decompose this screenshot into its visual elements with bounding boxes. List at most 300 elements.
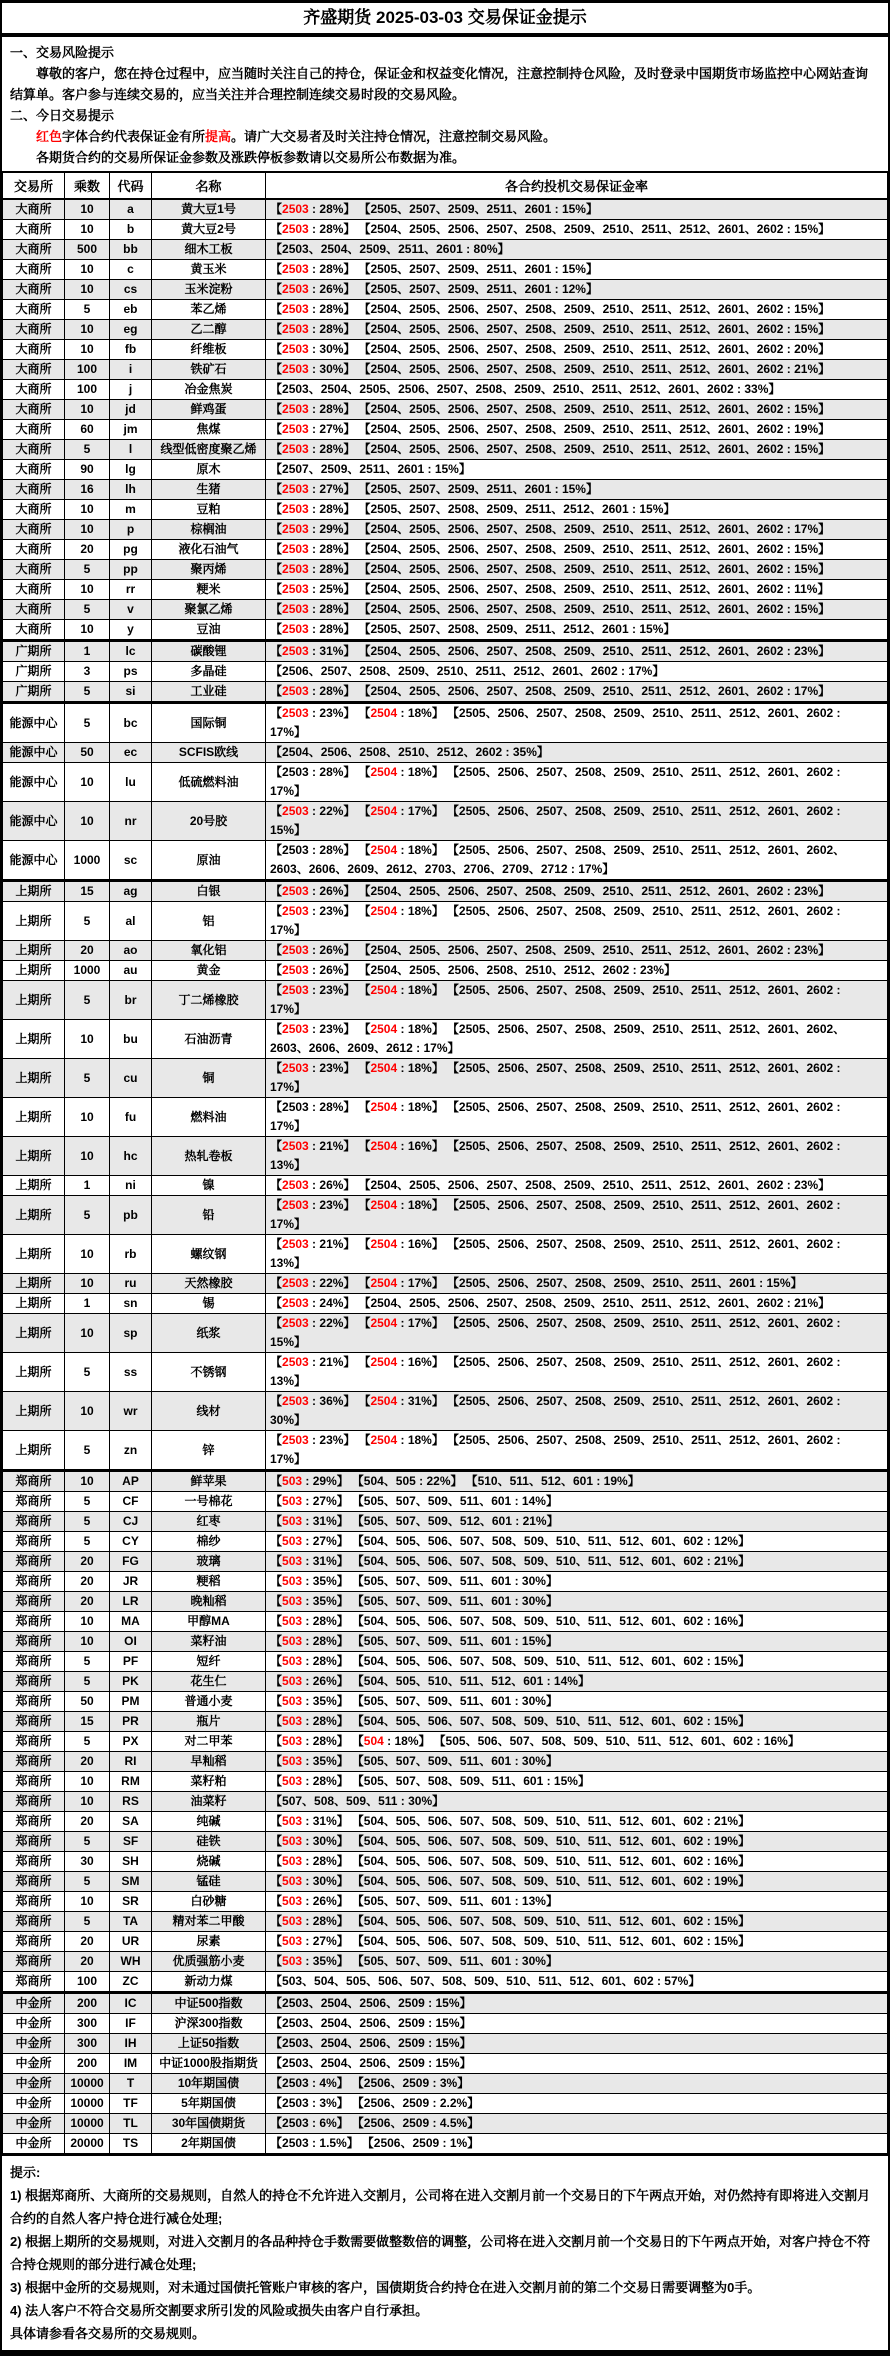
table-row bbox=[3, 320, 888, 340]
table-row bbox=[3, 961, 888, 981]
contract-list: 2503 bbox=[282, 1198, 309, 1212]
exchange-cell: 大商所 bbox=[3, 380, 65, 400]
name-cell: 白银 bbox=[152, 881, 266, 902]
table-row bbox=[3, 600, 888, 620]
highlight-mid-text: 字体合约代表保证金有所 bbox=[62, 129, 206, 144]
margin-groups-cell bbox=[266, 280, 888, 300]
margin-group: 【2504、2505、2506、2507、2508、2509、2510、2511、2512、2601、2602 : 19%】 bbox=[364, 422, 831, 436]
code-cell: CJ bbox=[110, 1512, 152, 1532]
contract-list: 2505、2506、2507、2508、2509、2510、2511、2512、2601、2602 bbox=[458, 765, 834, 779]
margin-rate: 11% bbox=[794, 582, 818, 596]
contract-list: 503 bbox=[282, 1494, 303, 1508]
margin-groups-cell bbox=[266, 1712, 888, 1732]
margin-groups-cell bbox=[266, 460, 888, 480]
margin-rate: 28% bbox=[319, 302, 344, 316]
table-row bbox=[3, 1932, 888, 1952]
margin-rate: 6% bbox=[319, 2116, 337, 2130]
contract-list: 2503 bbox=[282, 282, 309, 296]
margin-rate: 18% bbox=[407, 1061, 432, 1075]
name-cell: 热轧卷板 bbox=[152, 1137, 266, 1176]
margin-rate: 16% bbox=[763, 1734, 788, 1748]
exchange-cell: 大商所 bbox=[3, 500, 65, 520]
margin-groups-cell bbox=[266, 380, 888, 400]
multiplier-cell: 60 bbox=[65, 420, 110, 440]
name-cell: 多晶硅 bbox=[152, 662, 266, 682]
margin-group: 【2504、2505、2506、2507、2508、2509、2510、2511、2512、2601、2602 : 21%】 bbox=[364, 362, 831, 376]
margin-rate: 21% bbox=[319, 1237, 344, 1251]
contract-list: 503 bbox=[282, 1914, 303, 1928]
contract-list: 2504、2505、2506、2507、2508、2509、2510、2511、2512、2601、2602 bbox=[370, 1178, 784, 1192]
code-cell: bc bbox=[110, 703, 152, 743]
margin-group: 【2503 : 28%】 bbox=[270, 1100, 356, 1114]
name-cell: 螺纹钢 bbox=[152, 1235, 266, 1274]
margin-groups-cell bbox=[266, 961, 888, 981]
margin-rate: 30% bbox=[319, 342, 344, 356]
margin-group: 【2504、2505、2506、2507、2508、2509、2510、2511、2512、2601、2602 : 15%】 bbox=[364, 602, 831, 616]
margin-groups-cell bbox=[266, 941, 888, 961]
margin-rate: 12% bbox=[561, 282, 586, 296]
margin-group: 【504、505、506、507、508、509、510、511、512、601、602 : 16%】 bbox=[357, 1614, 751, 1628]
exchange-cell: 郑商所 bbox=[3, 1732, 65, 1752]
code-cell: bb bbox=[110, 240, 152, 260]
exchange-cell: 上期所 bbox=[3, 902, 65, 941]
exchange-cell: 大商所 bbox=[3, 360, 65, 380]
name-cell: 2年期国债 bbox=[152, 2134, 266, 2155]
contract-list: 2503、2504、2506、2509 bbox=[282, 2056, 425, 2070]
multiplier-cell: 10 bbox=[65, 1235, 110, 1274]
multiplier-cell: 10 bbox=[65, 199, 110, 220]
name-cell: 尿素 bbox=[152, 1932, 266, 1952]
table-row bbox=[3, 802, 888, 841]
contract-list: 2503 bbox=[282, 1061, 309, 1075]
multiplier-cell: 10 bbox=[65, 400, 110, 420]
name-cell: 鲜鸡蛋 bbox=[152, 400, 266, 420]
margin-groups-cell bbox=[266, 240, 888, 260]
table-row bbox=[3, 560, 888, 580]
table-row bbox=[3, 1972, 888, 1993]
multiplier-cell: 5 bbox=[65, 902, 110, 941]
margin-groups-cell bbox=[266, 1314, 888, 1353]
code-cell: zn bbox=[110, 1431, 152, 1471]
table-row bbox=[3, 280, 888, 300]
margin-group: 【2503、2504、2505、2506、2507、2508、2509、2510、2511、2512、2601、2602 : 33%】 bbox=[270, 382, 781, 396]
margin-rate: 28% bbox=[319, 684, 344, 698]
margin-rate: 27% bbox=[319, 422, 344, 436]
multiplier-cell: 5 bbox=[65, 1732, 110, 1752]
margin-group: 【2504、2505、2506、2507、2508、2509、2510、2511、2512、2601、2602 : 11%】 bbox=[364, 582, 830, 596]
margin-groups-cell bbox=[266, 703, 888, 743]
contract-list: 2504 bbox=[370, 1355, 398, 1369]
margin-group: 【503 : 31%】 bbox=[270, 1514, 349, 1528]
margin-group: 【2505、2506、2507、2508、2509、2510、2511、2512、2601、2602 : 17%】 bbox=[270, 1198, 841, 1231]
margin-group: 【2503 : 21%】 bbox=[270, 1355, 356, 1369]
margin-group: 【503 : 35%】 bbox=[270, 1754, 349, 1768]
contract-list: 2503、2504、2506、2509 bbox=[282, 2036, 425, 2050]
margin-groups-cell bbox=[266, 1932, 888, 1952]
multiplier-cell: 5 bbox=[65, 1912, 110, 1932]
margin-group: 【2503 : 26%】 bbox=[270, 963, 356, 977]
margin-groups-cell bbox=[266, 1892, 888, 1912]
exchange-cell: 大商所 bbox=[3, 400, 65, 420]
table-row bbox=[3, 941, 888, 961]
exchange-cell: 中金所 bbox=[3, 1993, 65, 2014]
contract-list: 2504 bbox=[370, 1061, 398, 1075]
contract-list: 503 bbox=[282, 1774, 303, 1788]
contract-list: 2503 bbox=[282, 1394, 309, 1408]
multiplier-cell: 15 bbox=[65, 1712, 110, 1732]
margin-group: 【2503 : 28%】 bbox=[270, 222, 356, 236]
contract-list: 505、507、509、511、601 bbox=[363, 1494, 512, 1508]
name-cell: 短纤 bbox=[152, 1652, 266, 1672]
exchange-cell: 上期所 bbox=[3, 1274, 65, 1294]
code-cell: PF bbox=[110, 1652, 152, 1672]
margin-group: 【2504 : 18%】 bbox=[364, 904, 444, 918]
name-cell: 一号棉花 bbox=[152, 1492, 266, 1512]
today-section-heading: 二、今日交易提示 bbox=[10, 108, 115, 123]
margin-group: 【2503 : 28%】 bbox=[270, 442, 356, 456]
col-header-code: 代码 bbox=[110, 172, 152, 199]
margin-rate: 17% bbox=[628, 664, 653, 678]
contract-list: 504、505、506、507、508、509、510、511、512、601、602 bbox=[363, 1534, 704, 1548]
note-item-3: 3) 根据中金所的交易规则，对未通过国债托管账户审核的客户，国债期货合约持仓在进入交割月前的第二个交易日需要调整为0手。 bbox=[10, 2280, 761, 2295]
exchange-cell: 大商所 bbox=[3, 620, 65, 641]
name-cell: 晚籼稻 bbox=[152, 1592, 266, 1612]
contract-list: 2504 bbox=[370, 765, 398, 779]
margin-group: 【2504 : 16%】 bbox=[364, 1355, 444, 1369]
multiplier-cell: 200 bbox=[65, 1993, 110, 2014]
margin-rate: 18% bbox=[407, 765, 432, 779]
contract-list: 2503 bbox=[282, 983, 309, 997]
contract-list: 2503 bbox=[282, 402, 309, 416]
margin-groups-cell bbox=[266, 1632, 888, 1652]
margin-group: 【503 : 28%】 bbox=[270, 1774, 349, 1788]
multiplier-cell: 5 bbox=[65, 440, 110, 460]
table-row bbox=[3, 2114, 888, 2134]
margin-groups-cell bbox=[266, 1353, 888, 1392]
name-cell: 豆粕 bbox=[152, 500, 266, 520]
name-cell: 原油 bbox=[152, 841, 266, 881]
margin-groups-cell bbox=[266, 2014, 888, 2034]
multiplier-cell: 5 bbox=[65, 300, 110, 320]
code-cell: ec bbox=[110, 743, 152, 763]
contract-list: 2503 bbox=[282, 1022, 309, 1036]
margin-group: 【2503 : 6%】 bbox=[270, 2116, 349, 2130]
contract-list: 2503 bbox=[282, 1276, 309, 1290]
margin-groups-cell bbox=[266, 1972, 888, 1993]
name-cell: 铝 bbox=[152, 902, 266, 941]
code-cell: lc bbox=[110, 641, 152, 662]
name-cell: 棕榈油 bbox=[152, 520, 266, 540]
margin-group: 【2506、2507、2508、2509、2510、2511、2512、2601、2602 : 17%】 bbox=[270, 664, 665, 678]
margin-rate: 27% bbox=[312, 1934, 337, 1948]
margin-group: 【2503 : 25%】 bbox=[270, 582, 356, 596]
code-cell: c bbox=[110, 260, 152, 280]
exchange-cell: 大商所 bbox=[3, 240, 65, 260]
margin-groups-cell bbox=[266, 1852, 888, 1872]
margin-rate: 19% bbox=[714, 1874, 739, 1888]
contract-list: 505、507、509、511、601 bbox=[363, 1694, 512, 1708]
contract-list: 2503 bbox=[282, 644, 309, 658]
margin-group: 【2504 : 17%】 bbox=[364, 1316, 444, 1330]
table-row bbox=[3, 1059, 888, 1098]
margin-groups-cell bbox=[266, 1392, 888, 1431]
margin-rate: 17% bbox=[270, 725, 295, 739]
margin-rate: 16% bbox=[407, 1237, 432, 1251]
col-header-exchange: 交易所 bbox=[3, 172, 65, 199]
code-cell: wr bbox=[110, 1392, 152, 1431]
code-cell: SR bbox=[110, 1892, 152, 1912]
contract-list: 2503 bbox=[282, 1316, 309, 1330]
table-row bbox=[3, 1552, 888, 1572]
margin-group: 【2503 : 28%】 bbox=[270, 202, 356, 216]
code-cell: i bbox=[110, 360, 152, 380]
code-cell: RI bbox=[110, 1752, 152, 1772]
contract-list: 2504、2505、2506、2507、2508、2509、2510、2511、2512、2601、2602 bbox=[370, 342, 784, 356]
margin-groups-cell bbox=[266, 1274, 888, 1294]
multiplier-cell: 10000 bbox=[65, 2074, 110, 2094]
code-cell: lu bbox=[110, 763, 152, 802]
margin-group: 【2505、2506、2507、2508、2509、2510、2511、2512、2601、2602 : 15%】 bbox=[270, 1316, 841, 1349]
name-cell: 瓶片 bbox=[152, 1712, 266, 1732]
contract-list: 503 bbox=[282, 1734, 303, 1748]
margin-rate: 17% bbox=[270, 1002, 295, 1016]
code-cell: RS bbox=[110, 1792, 152, 1812]
margin-rate: 30% bbox=[521, 1694, 546, 1708]
code-cell: hc bbox=[110, 1137, 152, 1176]
exchange-cell: 郑商所 bbox=[3, 1612, 65, 1632]
margin-rate: 31% bbox=[312, 1554, 337, 1568]
exchange-cell: 郑商所 bbox=[3, 1692, 65, 1712]
margin-rate: 29% bbox=[319, 522, 344, 536]
margin-groups-cell bbox=[266, 682, 888, 703]
multiplier-cell: 300 bbox=[65, 2014, 110, 2034]
table-row bbox=[3, 580, 888, 600]
contract-list: 2504、2506、2508、2510、2512、2602 bbox=[282, 745, 503, 759]
contract-list: 504、505、506、507、508、509、510、511、512、601、602 bbox=[363, 1714, 704, 1728]
margin-group: 【2503 : 4%】 bbox=[270, 2076, 349, 2090]
margin-group: 【2505、2506、2507、2508、2509、2510、2511、2512、2601、2602 : 13%】 bbox=[270, 1139, 841, 1172]
margin-rate: 30% bbox=[270, 1413, 295, 1427]
margin-group: 【2504、2505、2506、2507、2508、2509、2510、2511、2512、2601、2602 : 23%】 bbox=[364, 943, 831, 957]
margin-group: 【2504、2505、2506、2507、2508、2509、2510、2511、2512、2601、2602 : 23%】 bbox=[364, 884, 831, 898]
code-cell: y bbox=[110, 620, 152, 641]
contract-list: 505、507、508、509、511、601 bbox=[363, 1774, 544, 1788]
note-item-4: 4) 法人客户不符合交易所交割要求所引发的风险或损失由客户自行承担。 bbox=[10, 2303, 429, 2318]
table-row bbox=[3, 1274, 888, 1294]
code-cell: TF bbox=[110, 2094, 152, 2114]
contract-list: 505、507、509、511、601 bbox=[363, 1574, 512, 1588]
margin-rate: 24% bbox=[319, 1296, 344, 1310]
multiplier-cell: 100 bbox=[65, 1972, 110, 1993]
margin-group: 【505、507、509、511、601 : 15%】 bbox=[357, 1634, 558, 1648]
exchange-cell: 上期所 bbox=[3, 1020, 65, 1059]
contract-list: 504、505 bbox=[363, 1474, 416, 1488]
name-cell: 低硫燃料油 bbox=[152, 763, 266, 802]
margin-group: 【507、508、509、511 : 30%】 bbox=[270, 1794, 445, 1808]
code-cell: a bbox=[110, 199, 152, 220]
margin-rate: 15% bbox=[794, 562, 819, 576]
table-row bbox=[3, 1137, 888, 1176]
margin-group: 【2504、2505、2506、2507、2508、2509、2510、2511、2512、2601、2602 : 23%】 bbox=[364, 1178, 831, 1192]
name-cell: 烧碱 bbox=[152, 1852, 266, 1872]
margin-rate: 26% bbox=[312, 1894, 337, 1908]
table-row bbox=[3, 260, 888, 280]
margin-rate: 21% bbox=[319, 1355, 344, 1369]
margin-group: 【505、507、509、511、601 : 30%】 bbox=[357, 1754, 558, 1768]
contract-list: 2504、2505、2506、2507、2508、2509、2510、2511、2512、2601、2602 bbox=[370, 442, 784, 456]
contract-list: 2503 bbox=[282, 202, 309, 216]
table-row bbox=[3, 1020, 888, 1059]
multiplier-cell: 300 bbox=[65, 2034, 110, 2054]
margin-rate: 14% bbox=[553, 1674, 578, 1688]
code-cell: nr bbox=[110, 802, 152, 841]
exchange-cell: 中金所 bbox=[3, 2114, 65, 2134]
contract-list: 503 bbox=[282, 1634, 303, 1648]
margin-groups-cell bbox=[266, 1652, 888, 1672]
contract-list: 503 bbox=[282, 1954, 303, 1968]
margin-group: 【503 : 27%】 bbox=[270, 1534, 349, 1548]
margin-group: 【2503 : 28%】 bbox=[270, 302, 356, 316]
margin-rate: 23% bbox=[794, 1178, 819, 1192]
margin-rate: 25% bbox=[319, 582, 344, 596]
margin-group: 【2505、2507、2508、2509、2511、2512、2601 : 15%】 bbox=[364, 502, 676, 516]
name-cell: 线材 bbox=[152, 1392, 266, 1431]
contract-list: 2505、2506、2507、2508、2509、2510、2511、2512、2601、2602 bbox=[458, 1061, 834, 1075]
margin-group: 【505、507、509、511、601 : 14%】 bbox=[357, 1494, 558, 1508]
exchange-cell: 上期所 bbox=[3, 1196, 65, 1235]
margin-rate: 18% bbox=[407, 983, 432, 997]
exchange-cell: 上期所 bbox=[3, 1176, 65, 1196]
contract-list: 505、507、509、511、601 bbox=[363, 1954, 512, 1968]
margin-rate: 31% bbox=[407, 1394, 432, 1408]
margin-rate: 15% bbox=[714, 1934, 739, 1948]
exchange-cell: 上期所 bbox=[3, 1353, 65, 1392]
margin-group: 【503 : 28%】 bbox=[270, 1714, 349, 1728]
multiplier-cell: 20 bbox=[65, 1952, 110, 1972]
contract-list: 2505、2506、2507、2508、2509、2510、2511、2512、2601、2602 bbox=[458, 1394, 834, 1408]
code-cell: au bbox=[110, 961, 152, 981]
contract-list: 2503 bbox=[282, 2116, 309, 2130]
margin-group: 【503 : 30%】 bbox=[270, 1874, 349, 1888]
contract-list: 2503 bbox=[282, 765, 309, 779]
contract-list: 503 bbox=[282, 1934, 303, 1948]
code-cell: ss bbox=[110, 1353, 152, 1392]
margin-group: 【2505、2506、2507、2508、2509、2510、2511、2512、2601、2602、2603、2606、2609、2612、2703、2706、2709、2712 : 17%】 bbox=[270, 843, 846, 876]
margin-group: 【503 : 28%】 bbox=[270, 1854, 349, 1868]
margin-rate: 22% bbox=[319, 1316, 344, 1330]
multiplier-cell: 20 bbox=[65, 1572, 110, 1592]
table-row bbox=[3, 1572, 888, 1592]
contract-list: 2506、2509 bbox=[363, 2096, 430, 2110]
margin-group: 【505、506、507、508、509、510、511、512、601、602 : 16%】 bbox=[439, 1734, 800, 1748]
margin-rate-table bbox=[2, 171, 888, 2156]
multiplier-cell: 10 bbox=[65, 802, 110, 841]
contract-list: 2504 bbox=[370, 1139, 398, 1153]
margin-groups-cell bbox=[266, 1572, 888, 1592]
contract-list: 2504 bbox=[370, 904, 398, 918]
multiplier-cell: 10000 bbox=[65, 2114, 110, 2134]
margin-group: 【2503 : 28%】 bbox=[270, 562, 356, 576]
contract-list: 504、505、506、507、508、509、510、511、512、601、602 bbox=[363, 1914, 704, 1928]
name-cell: 玻璃 bbox=[152, 1552, 266, 1572]
contract-list: 2505、2507、2509、2511、2601 bbox=[370, 482, 552, 496]
margin-rate: 15% bbox=[561, 202, 586, 216]
multiplier-cell: 20 bbox=[65, 540, 110, 560]
margin-group: 【2504 : 18%】 bbox=[364, 1433, 444, 1447]
margin-group: 【2503 : 28%】 bbox=[270, 502, 356, 516]
name-cell: 液化石油气 bbox=[152, 540, 266, 560]
multiplier-cell: 10 bbox=[65, 1392, 110, 1431]
exchange-cell: 大商所 bbox=[3, 340, 65, 360]
margin-rate: 18% bbox=[407, 1433, 432, 1447]
margin-group: 【504、505、506、507、508、509、510、511、512、601、602 : 19%】 bbox=[357, 1834, 751, 1848]
contract-list: 503 bbox=[282, 1594, 303, 1608]
margin-group: 【504、505、506、507、508、509、510、511、512、601、602 : 15%】 bbox=[357, 1714, 751, 1728]
name-cell: 30年国债期货 bbox=[152, 2114, 266, 2134]
margin-rate: 12% bbox=[714, 1534, 739, 1548]
margin-group: 【2505、2506、2507、2508、2509、2510、2511、2512、2601、2602 : 17%】 bbox=[270, 904, 841, 937]
margin-group: 【2503 : 1.5%】 bbox=[270, 2136, 359, 2150]
contract-list: 2503、2504、2509、2511、2601 bbox=[282, 242, 463, 256]
table-row bbox=[3, 340, 888, 360]
margin-group: 【2505、2506、2507、2508、2509、2510、2511、2512、2601、2602 : 13%】 bbox=[270, 1237, 841, 1270]
name-cell: 鲜苹果 bbox=[152, 1471, 266, 1492]
multiplier-cell: 10 bbox=[65, 1274, 110, 1294]
margin-group: 【2503 : 28%】 bbox=[270, 622, 356, 636]
margin-rate: 13% bbox=[270, 1256, 295, 1270]
code-cell: cs bbox=[110, 280, 152, 300]
contract-list: 505、506、507、508、509、510、511、512、601、602 bbox=[445, 1734, 754, 1748]
margin-group: 【2503 : 23%】 bbox=[270, 1022, 356, 1036]
margin-groups-cell bbox=[266, 1020, 888, 1059]
code-cell: jd bbox=[110, 400, 152, 420]
contract-list: 2503 bbox=[282, 1100, 309, 1114]
margin-rate: 23% bbox=[319, 706, 344, 720]
exchange-cell: 能源中心 bbox=[3, 703, 65, 743]
margin-rate: 15% bbox=[270, 1335, 295, 1349]
multiplier-cell: 5 bbox=[65, 1492, 110, 1512]
code-cell: j bbox=[110, 380, 152, 400]
name-cell: 豆油 bbox=[152, 620, 266, 641]
name-cell: 菜籽油 bbox=[152, 1632, 266, 1652]
exchange-cell: 郑商所 bbox=[3, 1712, 65, 1732]
margin-rate: 22% bbox=[319, 1276, 344, 1290]
margin-groups-cell bbox=[266, 802, 888, 841]
contract-list: 2504、2505、2506、2507、2508、2509、2510、2511、2512、2601、2602 bbox=[370, 943, 784, 957]
exchange-cell: 郑商所 bbox=[3, 1572, 65, 1592]
code-cell: al bbox=[110, 902, 152, 941]
margin-rate: 28% bbox=[319, 622, 344, 636]
margin-group: 【505、507、508、509、511、601 : 15%】 bbox=[357, 1774, 590, 1788]
multiplier-cell: 5 bbox=[65, 1832, 110, 1852]
name-cell: 锡 bbox=[152, 1294, 266, 1314]
multiplier-cell: 5 bbox=[65, 1672, 110, 1692]
contract-list: 2503 bbox=[282, 362, 309, 376]
name-cell: 精对苯二甲酸 bbox=[152, 1912, 266, 1932]
multiplier-cell: 500 bbox=[65, 240, 110, 260]
margin-group: 【2503、2504、2506、2509 : 15%】 bbox=[270, 1996, 472, 2010]
name-cell: 对二甲苯 bbox=[152, 1732, 266, 1752]
red-word-tigao: 提高 bbox=[205, 129, 232, 144]
margin-group: 【2503 : 23%】 bbox=[270, 983, 356, 997]
margin-group: 【504、505、506、507、508、509、510、511、512、601、602 : 15%】 bbox=[357, 1914, 751, 1928]
exchange-cell: 郑商所 bbox=[3, 1672, 65, 1692]
code-cell: UR bbox=[110, 1932, 152, 1952]
name-cell: SCFIS欧线 bbox=[152, 743, 266, 763]
margin-group: 【2503 : 28%】 bbox=[270, 262, 356, 276]
page-title: 齐盛期货 2025-03-03 交易保证金提示 bbox=[2, 3, 888, 37]
code-cell: br bbox=[110, 981, 152, 1020]
